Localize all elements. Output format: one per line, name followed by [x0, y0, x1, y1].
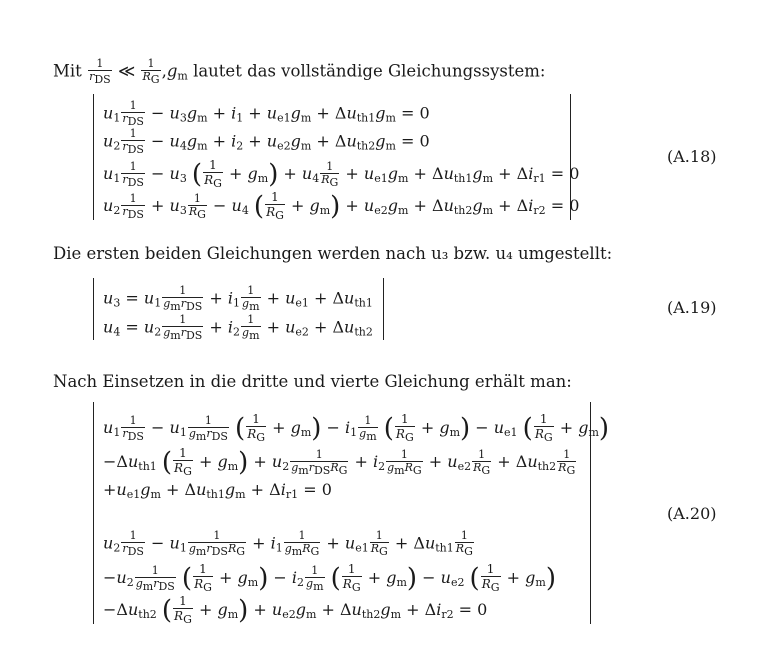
equation-number-a18: (A.18) [667, 147, 717, 166]
intro-1-pre: Mit [53, 61, 82, 81]
fraction-1-over-rg: $\frac{1}{R_G}$ [142, 57, 160, 86]
fraction-1-over-rds: $\frac{1}{r_{DS}}$ [89, 57, 111, 86]
equation-a20-line-4: $u_2$ $\frac{1}{r_{DS}}$ − $u_1$ $\frac{1}{g_mr_{DS}R_G}$ + $i_1$ $\frac{1}{g_mR_G}$ + $u_{e1}$ $\frac{1}{R_G}$ + $\Delta u_{th1}$ $\frac{1}{R_G}$ [103, 529, 473, 558]
equation-number-a20: (A.20) [667, 504, 717, 523]
equation-a18-line-2: $u_2$ $\frac{1}{r_{DS}}$ − $u_4g_m + i_2 + u_{e2}g_m + \Delta u_{th2}g_m = 0$ [103, 127, 430, 156]
intro-paragraph-3: Nach Einsetzen in die dritte und vierte Gleichung erhält man: [53, 372, 572, 391]
intro-paragraph-1: Mit $\frac{1}{r_{DS}}$ ≪ $\frac{1}{R_G}$ $,g_m$ lautet das vollständige Gleichungssystem: [53, 57, 546, 86]
equation-a19-line-2: $u_4 = u_2$ $\frac{1}{g_mr_{DS}}$ + $i_2$ $\frac{1}{g_m}$ + $u_{e2} + \Delta u_{th2}$ [103, 313, 373, 342]
equation-system-a18 [93, 94, 580, 222]
intro-1-mid: ≪ [117, 61, 136, 81]
equation-a20-line-2: $-\Delta u_{th1}$ ( $\frac{1}{R_G}$ + $g_m) + u_2$ $\frac{1}{g_mr_{DS}R_G}$ + $i_2$ $\frac{1}{g_mR_G}$ + $u_{e2}$ $\frac{1}{R_G}$ + $\Delta u_{th2}$ $\frac{1}{R_G}$ [103, 446, 576, 478]
equation-a20-line-1: $u_1$ $\frac{1}{r_{DS}}$ − $u_1$ $\frac{1}{g_mr_{DS}}$ ( $\frac{1}{R_G}$ + $g_m) - i_1$ $\frac{1}{g_m}$ ( $\frac{1}{R_G}$ + $g_m) - u_{e1}$ ( $\frac{1}{R_G}$ + $g_m$) [103, 412, 610, 444]
intro-paragraph-2: Die ersten beiden Gleichungen werden nach u₃ bzw. u₄ umgestellt: [53, 244, 613, 263]
equation-a18-line-3: $u_1$ $\frac{1}{r_{DS}}$ − $u_3$ ( $\frac{1}{R_G}$ + $g_m) + u_4$ $\frac{1}{R_G}$ + $u_{e1}g_m + \Delta u_{th1}g_m + \Delta i_{r1} = 0$ [103, 158, 580, 190]
equation-number-a19: (A.19) [667, 298, 717, 317]
equation-a20-line-3: $+u_{e1}g_m + \Delta u_{th1}g_m + \Delta i_{r1} = 0$ [103, 480, 332, 501]
equation-a18-line-4: $u_2$ $\frac{1}{r_{DS}}$ + $u_3$ $\frac{1}{R_G}$ − $u_4$ ( $\frac{1}{R_G}$ + $g_m) + u_{e2}g_m + \Delta u_{th2}g_m + \Delta i_{r2} = 0$ [103, 190, 580, 222]
equation-system-a20 [93, 402, 610, 626]
equation-system-a19 [93, 278, 384, 340]
equation-a19-line-1: $u_3 = u_1$ $\frac{1}{g_mr_{DS}}$ + $i_1$ $\frac{1}{g_m}$ + $u_{e1} + \Delta u_{th1}$ [103, 284, 373, 313]
equation-a20-line-6: $-\Delta u_{th2}$ ( $\frac{1}{R_G}$ + $g_m) + u_{e2}g_m + \Delta u_{th2}g_m + \Delta i_{r2} = 0$ [103, 594, 488, 626]
intro-1-post: lautet das vollständige Gleichungssystem: [193, 61, 546, 81]
equation-a18-line-1: $u_1$ $\frac{1}{r_{DS}}$ − $u_3g_m + i_1 + u_{e1}g_m + \Delta u_{th1}g_m = 0$ [103, 99, 430, 128]
equation-a20-line-5: $-u_2$ $\frac{1}{g_mr_{DS}}$ ( $\frac{1}{R_G}$ + $g_m) - i_2$ $\frac{1}{g_m}$ ( $\frac{1}{R_G}$ + $g_m) - u_{e2}$ ( $\frac{1}{R_G}$ + $g_m$) [103, 562, 556, 594]
